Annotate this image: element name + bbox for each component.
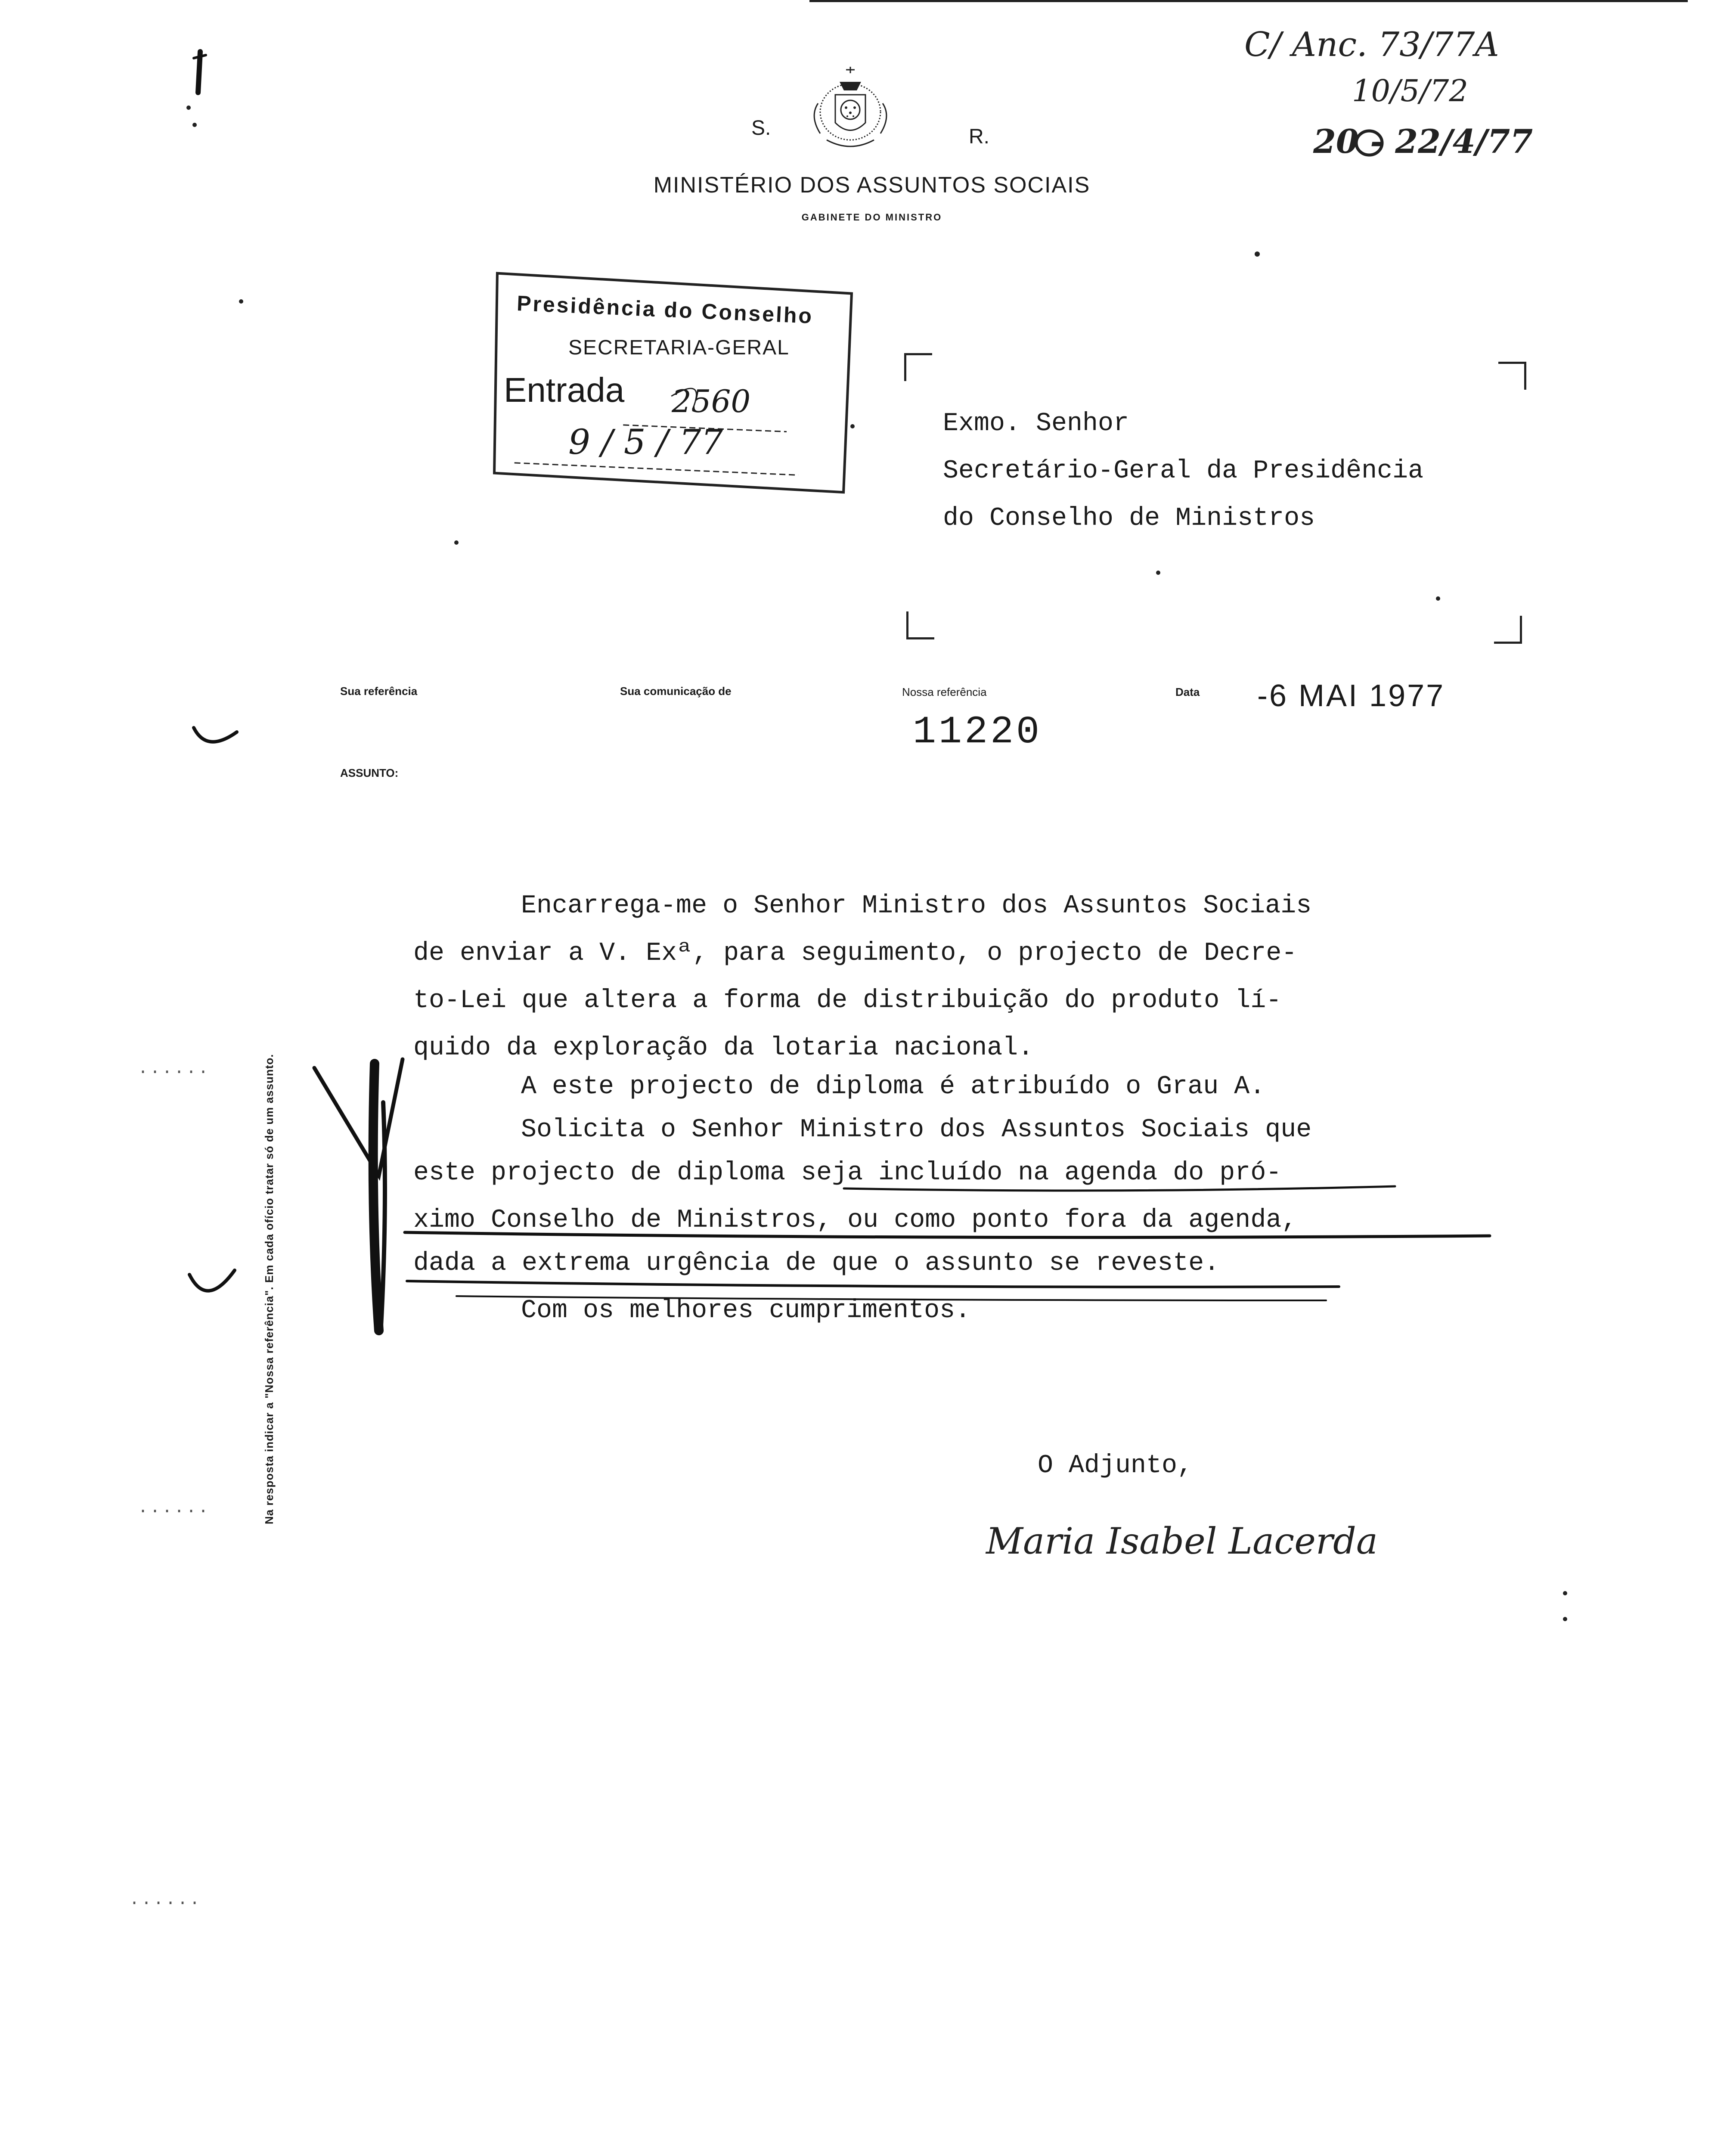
- header-letter-r: R.: [969, 125, 989, 148]
- closing-title: O Adjunto,: [1038, 1451, 1193, 1480]
- label-assunto: ASSUNTO:: [340, 766, 399, 779]
- stamp-entrada-number: 2560: [672, 383, 751, 419]
- ministry-name: MINISTÉRIO DOS ASSUNTOS SOCIAIS: [653, 173, 1091, 198]
- body-paragraph-2: A este projecto de diploma é atribuído o Grau A.: [521, 1072, 1265, 1101]
- header-letter-s: S.: [751, 117, 771, 140]
- margin-dots-3: ......: [129, 1890, 202, 1910]
- body-paragraph-1-line-3: to-Lei que altera a forma de distribuição do produto lí-: [413, 986, 1282, 1015]
- handwritten-reference-line3: 20 - 22/4/77: [1313, 122, 1533, 161]
- handwritten-reference-line1: C/ Anc. 73/77A: [1244, 25, 1499, 64]
- value-data: -6 MAI 1977: [1257, 679, 1445, 713]
- signature: Maria Isabel Lacerda: [986, 1520, 1378, 1562]
- body-paragraph-3-line-2: este projecto de diploma seja incluído na agenda do pró-: [413, 1158, 1282, 1188]
- body-paragraph-3-line-1: Solicita o Senhor Ministro dos Assuntos Sociais que: [521, 1115, 1312, 1145]
- stamp-line-presidencia: Presidência do Conselho: [516, 291, 814, 329]
- addressee-line-3: do Conselho de Ministros: [943, 504, 1315, 533]
- label-sua-referencia: Sua referência: [340, 685, 418, 698]
- label-nossa-referencia: Nossa referência: [902, 686, 987, 698]
- stamp-line-secretaria: SECRETARIA-GERAL: [568, 336, 790, 359]
- body-paragraph-1-line-2: de enviar a V. Exª, para seguimento, o projecto de Decre-: [413, 939, 1297, 968]
- body-paragraph-3-line-4: dada a extrema urgência de que o assunto se reveste.: [413, 1249, 1220, 1278]
- body-paragraph-1-line-4: quido da exploração da lotaria nacional.: [413, 1033, 1034, 1063]
- body-paragraph-1-line-1: Encarrega-me o Senhor Ministro dos Assuntos Sociais: [521, 891, 1312, 921]
- value-nossa-referencia: 11220: [913, 710, 1042, 754]
- stamp-date: 9 / 5 / 77: [568, 422, 723, 462]
- margin-instruction-note: Na resposta indicar a "Nossa referência". Em cada ofício tratar só de um assunto.: [263, 1054, 276, 1524]
- label-sua-comunicacao: Sua comunicação de: [620, 685, 732, 698]
- handwritten-reference-line2: 10/5/72: [1352, 73, 1468, 109]
- label-data: Data: [1175, 686, 1200, 698]
- addressee-line-1: Exmo. Senhor: [943, 409, 1129, 438]
- margin-dots-1: ......: [138, 1059, 211, 1079]
- body-paragraph-3-line-3: ximo Conselho de Ministros, ou como ponto fora da agenda,: [413, 1206, 1297, 1235]
- body-paragraph-4: Com os melhores cumprimentos.: [521, 1296, 971, 1325]
- margin-dots-2: ......: [138, 1498, 211, 1518]
- addressee-line-2: Secretário-Geral da Presidência: [943, 456, 1424, 486]
- stamp-entrada-label: Entrada: [504, 371, 625, 409]
- cabinet-name: GABINETE DO MINISTRO: [801, 212, 942, 223]
